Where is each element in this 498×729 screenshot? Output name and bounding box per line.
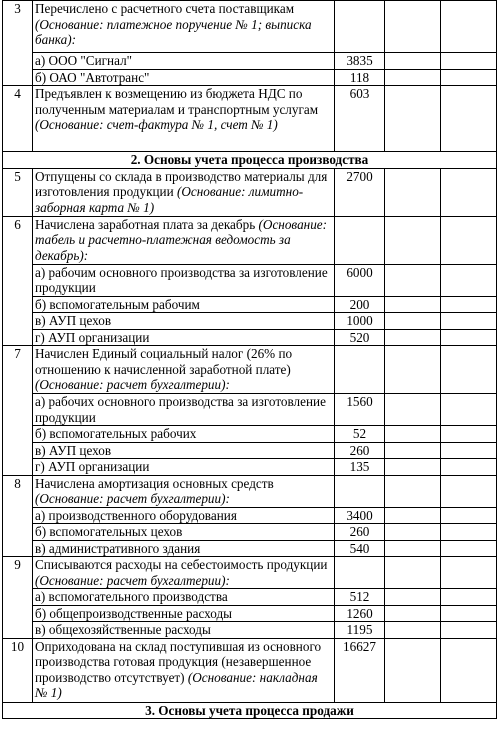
credit-cell bbox=[441, 524, 497, 541]
debit-cell bbox=[385, 459, 441, 476]
debit-cell bbox=[385, 589, 441, 606]
debit-cell bbox=[385, 168, 441, 216]
operation-number: 6 bbox=[3, 216, 33, 346]
operation-description bbox=[33, 168, 335, 216]
section-heading: 2. Основы учета процесса производства bbox=[3, 152, 497, 169]
credit-cell bbox=[441, 86, 497, 152]
operation-description bbox=[33, 475, 335, 507]
table-row bbox=[3, 605, 497, 622]
operation-number: 9 bbox=[3, 557, 33, 639]
operations-journal-table bbox=[2, 0, 497, 719]
amount-cell bbox=[335, 557, 385, 589]
table-row bbox=[3, 426, 497, 443]
credit-cell bbox=[441, 622, 497, 639]
debit-cell bbox=[385, 329, 441, 346]
operation-title: Начислена амортизация основных средств bbox=[35, 475, 274, 491]
operation-title: Начислена заработная плата за декабрь bbox=[35, 216, 256, 232]
debit-cell bbox=[385, 638, 441, 702]
amount-cell bbox=[335, 475, 385, 507]
sub-item-label: г) АУП организации bbox=[33, 459, 335, 476]
table-row bbox=[3, 475, 497, 507]
operation-basis-note: (Основание: накладная № 1) bbox=[35, 669, 318, 700]
credit-cell bbox=[441, 638, 497, 702]
operation-title: Списываются расходы на себестоимость продукции bbox=[35, 557, 328, 572]
table-row bbox=[3, 152, 497, 169]
operation-text: Оприходована на склад поступившая из основного производства готовая продукция (незавершенное производство отсутствует) bbox=[35, 638, 322, 685]
debit-cell bbox=[385, 442, 441, 459]
sub-item-amount: 260 bbox=[335, 524, 385, 541]
table-row bbox=[3, 346, 497, 394]
credit-cell bbox=[441, 216, 497, 264]
debit-cell bbox=[385, 296, 441, 313]
sub-item-label: в) общехозяйственные расходы bbox=[33, 622, 335, 639]
debit-cell bbox=[385, 524, 441, 541]
credit-cell bbox=[441, 313, 497, 330]
sub-item-amount: 512 bbox=[335, 589, 385, 606]
credit-cell bbox=[441, 53, 497, 70]
sub-item-amount: 135 bbox=[335, 459, 385, 476]
operation-amount: 603 bbox=[335, 86, 385, 152]
credit-cell bbox=[441, 475, 497, 507]
credit-cell bbox=[441, 557, 497, 589]
credit-cell bbox=[441, 442, 497, 459]
sub-item-label: а) ООО "Сигнал" bbox=[33, 53, 335, 70]
debit-cell bbox=[385, 264, 441, 296]
credit-cell bbox=[441, 459, 497, 476]
operation-basis-note: (Основание: лимитно-заборная карта № 1) bbox=[35, 184, 304, 215]
sub-item-amount: 1560 bbox=[335, 394, 385, 426]
table-row bbox=[3, 264, 497, 296]
operation-text: Предъявлен к возмещению из бюджета НДС по полученным материалам и транспортным услугам bbox=[35, 86, 319, 117]
debit-cell bbox=[385, 313, 441, 330]
operation-description bbox=[33, 638, 335, 702]
operation-basis-note: (Основание: расчет бухгалтерии): bbox=[35, 491, 230, 506]
table-row bbox=[3, 589, 497, 606]
amount-cell bbox=[335, 216, 385, 264]
operation-number: 10 bbox=[3, 638, 33, 702]
credit-cell bbox=[441, 264, 497, 296]
debit-cell bbox=[385, 605, 441, 622]
table-row bbox=[3, 638, 497, 702]
credit-cell bbox=[441, 507, 497, 524]
sub-item-amount: 52 bbox=[335, 426, 385, 443]
credit-cell bbox=[441, 329, 497, 346]
table-row bbox=[3, 622, 497, 639]
table-row bbox=[3, 1, 497, 53]
operation-title: Перечислено с расчетного счета поставщикам bbox=[35, 1, 295, 16]
debit-cell bbox=[385, 507, 441, 524]
sub-item-label: а) вспомогательного производства bbox=[33, 589, 335, 606]
debit-cell bbox=[385, 622, 441, 639]
table-row bbox=[3, 216, 497, 264]
table-row bbox=[3, 540, 497, 557]
debit-cell bbox=[385, 346, 441, 394]
credit-cell bbox=[441, 296, 497, 313]
table-row bbox=[3, 524, 497, 541]
operation-description bbox=[33, 86, 335, 152]
operation-basis-note: (Основание: счет-фактура № 1, счет № 1) bbox=[35, 117, 278, 132]
sub-item-label: б) ОАО "Автотранс" bbox=[33, 69, 335, 86]
credit-cell bbox=[441, 540, 497, 557]
sub-item-label: а) производственного оборудования bbox=[33, 507, 335, 524]
table-row bbox=[3, 69, 497, 86]
sub-item-amount: 1195 bbox=[335, 622, 385, 639]
table-row bbox=[3, 557, 497, 589]
debit-cell bbox=[385, 426, 441, 443]
debit-cell bbox=[385, 53, 441, 70]
sub-item-label: в) АУП цехов bbox=[33, 442, 335, 459]
amount-cell bbox=[335, 1, 385, 53]
operation-basis-note: (Основание: расчет бухгалтерии): bbox=[35, 377, 230, 392]
table-row bbox=[3, 329, 497, 346]
sub-item-amount: 260 bbox=[335, 442, 385, 459]
debit-cell bbox=[385, 216, 441, 264]
debit-cell bbox=[385, 475, 441, 507]
table-row bbox=[3, 296, 497, 313]
sub-item-amount: 118 bbox=[335, 69, 385, 86]
table-row bbox=[3, 442, 497, 459]
sub-item-label: г) АУП организации bbox=[33, 329, 335, 346]
sub-item-amount: 200 bbox=[335, 296, 385, 313]
operation-description bbox=[33, 1, 335, 53]
table-row bbox=[3, 168, 497, 216]
operation-basis-note: (Основание: платежное поручение № 1; выписка банка): bbox=[35, 16, 312, 47]
debit-cell bbox=[385, 86, 441, 152]
sub-item-label: б) общепроизводственные расходы bbox=[33, 605, 335, 622]
sub-item-amount: 540 bbox=[335, 540, 385, 557]
amount-cell bbox=[335, 346, 385, 394]
operation-number: 3 bbox=[3, 1, 33, 86]
table-row bbox=[3, 459, 497, 476]
sub-item-amount: 6000 bbox=[335, 264, 385, 296]
debit-cell bbox=[385, 540, 441, 557]
table-row bbox=[3, 507, 497, 524]
operation-number: 4 bbox=[3, 86, 33, 152]
debit-cell bbox=[385, 557, 441, 589]
operation-amount: 16627 bbox=[335, 638, 385, 702]
sub-item-amount: 3400 bbox=[335, 507, 385, 524]
sub-item-amount: 1260 bbox=[335, 605, 385, 622]
sub-item-label: б) вспомогательным рабочим bbox=[33, 296, 335, 313]
table-row bbox=[3, 86, 497, 152]
credit-cell bbox=[441, 426, 497, 443]
sub-item-label: в) административного здания bbox=[33, 540, 335, 557]
sub-item-amount: 520 bbox=[335, 329, 385, 346]
debit-cell bbox=[385, 394, 441, 426]
credit-cell bbox=[441, 394, 497, 426]
sub-item-amount: 3835 bbox=[335, 53, 385, 70]
sub-item-label: б) вспомогательных рабочих bbox=[33, 426, 335, 443]
operation-amount: 2700 bbox=[335, 168, 385, 216]
credit-cell bbox=[441, 1, 497, 53]
operation-description bbox=[33, 216, 335, 264]
sub-item-amount: 1000 bbox=[335, 313, 385, 330]
credit-cell bbox=[441, 589, 497, 606]
section-heading: 3. Основы учета процесса продажи bbox=[3, 702, 497, 719]
table-row bbox=[3, 313, 497, 330]
sub-item-label: в) АУП цехов bbox=[33, 313, 335, 330]
operation-basis-note: (Основание: расчет бухгалтерии): bbox=[35, 572, 230, 588]
table-row bbox=[3, 394, 497, 426]
operation-title: Начислен Единый социальный налог (26% по отношению к начисленной заработной плате) bbox=[35, 346, 293, 377]
operation-number: 8 bbox=[3, 475, 33, 557]
operation-description bbox=[33, 557, 335, 589]
operation-number: 5 bbox=[3, 168, 33, 216]
credit-cell bbox=[441, 69, 497, 86]
operation-text: Отпущены со склада в производство материалы для изготовления продукции bbox=[35, 168, 328, 199]
operation-number: 7 bbox=[3, 346, 33, 476]
debit-cell bbox=[385, 1, 441, 53]
sub-item-label: а) рабочих основного производства за изготовление продукции bbox=[33, 394, 335, 426]
sub-item-label: а) рабочим основного производства за изготовление продукции bbox=[33, 264, 335, 296]
operation-basis-note: (Основание: табель и расчетно-платежная ведомость за декабрь): bbox=[35, 216, 328, 263]
credit-cell bbox=[441, 346, 497, 394]
operation-description bbox=[33, 346, 335, 394]
table-row bbox=[3, 53, 497, 70]
debit-cell bbox=[385, 69, 441, 86]
credit-cell bbox=[441, 605, 497, 622]
sub-item-label: б) вспомогательных цехов bbox=[33, 524, 335, 541]
credit-cell bbox=[441, 168, 497, 216]
table-row bbox=[3, 702, 497, 719]
